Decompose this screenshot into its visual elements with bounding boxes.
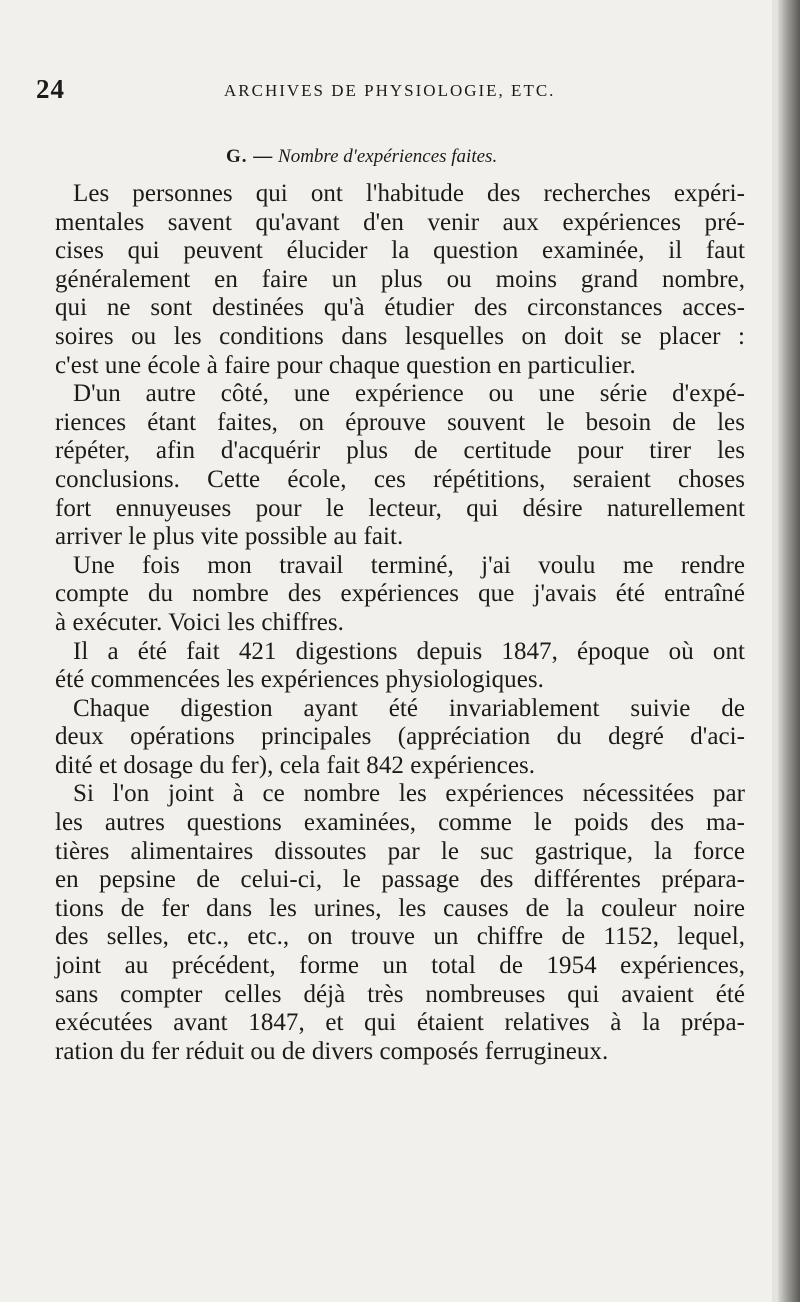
text-line: Il a été fait 421 digestions depuis 1847, époque où ont	[73, 637, 745, 665]
text-line: Les personnes qui ont l'habitude des recherches expéri-	[73, 180, 745, 207]
text-line: conclusions. Cette école, ces répétitions, seraient choses	[55, 465, 745, 493]
text-line: cises qui peuvent élucider la question examinée, il faut	[55, 237, 745, 265]
text-line: généralement en faire un plus ou moins grand nombre,	[55, 265, 745, 293]
page-number: 24	[36, 74, 65, 104]
text-line: soires ou les conditions dans lesquelles on doit se placer :	[55, 322, 745, 350]
text-line: deux opérations principales (appréciation du degré d'aci-	[55, 723, 745, 751]
text-line: été commencées les expériences physiologiques.	[55, 666, 544, 694]
text-line: ration du fer réduit ou de divers composés ferrugineux.	[55, 1037, 609, 1065]
text-line: des selles, etc., etc., on trouve un chiffre de 1152, lequel,	[55, 923, 745, 951]
text-line: Si l'on joint à ce nombre les expériences nécessitées par	[73, 780, 745, 808]
section-number: G. —	[226, 146, 274, 167]
text-line: répéter, afin d'acquérir plus de certitude pour tirer les	[55, 437, 745, 465]
text-line: riences étant faites, on éprouve souvent le besoin de les	[55, 408, 745, 436]
running-head	[36, 74, 756, 110]
running-title: ARCHIVES DE PHYSIOLOGIE, ETC.	[224, 81, 556, 100]
body-text	[55, 180, 745, 1066]
text-line: mentales savent qu'avant d'en venir aux expériences pré-	[55, 208, 745, 236]
section-title: Nombre d'expériences faites.	[278, 146, 498, 167]
text-line: compte du nombre des expériences que j'avais été entraîné	[55, 580, 745, 608]
text-line: joint au précédent, forme un total de 1954 expériences,	[55, 952, 745, 980]
text-line: Une fois mon travail terminé, j'ai voulu me rendre	[73, 551, 745, 579]
text-line: qui ne sont destinées qu'à étudier des circonstances acces-	[55, 294, 745, 322]
text-line: à exécuter. Voici les chiffres.	[55, 608, 344, 636]
text-line: les autres questions examinées, comme le poids des ma-	[55, 809, 745, 837]
section-heading	[226, 146, 497, 168]
text-line: c'est une école à faire pour chaque question en particulier.	[55, 351, 636, 379]
text-line: en pepsine de celui-ci, le passage des différentes prépara-	[55, 866, 745, 894]
page-edge-shadow	[778, 0, 800, 1302]
text-line: exécutées avant 1847, et qui étaient relatives à la prépa-	[55, 1009, 745, 1037]
text-line: tières alimentaires dissoutes par le suc gastrique, la force	[55, 837, 745, 865]
text-line: tions de fer dans les urines, les causes de la couleur noire	[55, 894, 745, 922]
text-line: sans compter celles déjà très nombreuses qui avaient été	[55, 980, 745, 1008]
text-line: dité et dosage du fer), cela fait 842 expériences.	[55, 751, 536, 779]
text-line: Chaque digestion ayant été invariablement suivie de	[73, 694, 745, 722]
text-line: arriver le plus vite possible au fait.	[55, 523, 404, 551]
text-line: fort ennuyeuses pour le lecteur, qui désire naturellement	[55, 494, 745, 522]
text-line: D'un autre côté, une expérience ou une série d'expé-	[73, 380, 745, 408]
